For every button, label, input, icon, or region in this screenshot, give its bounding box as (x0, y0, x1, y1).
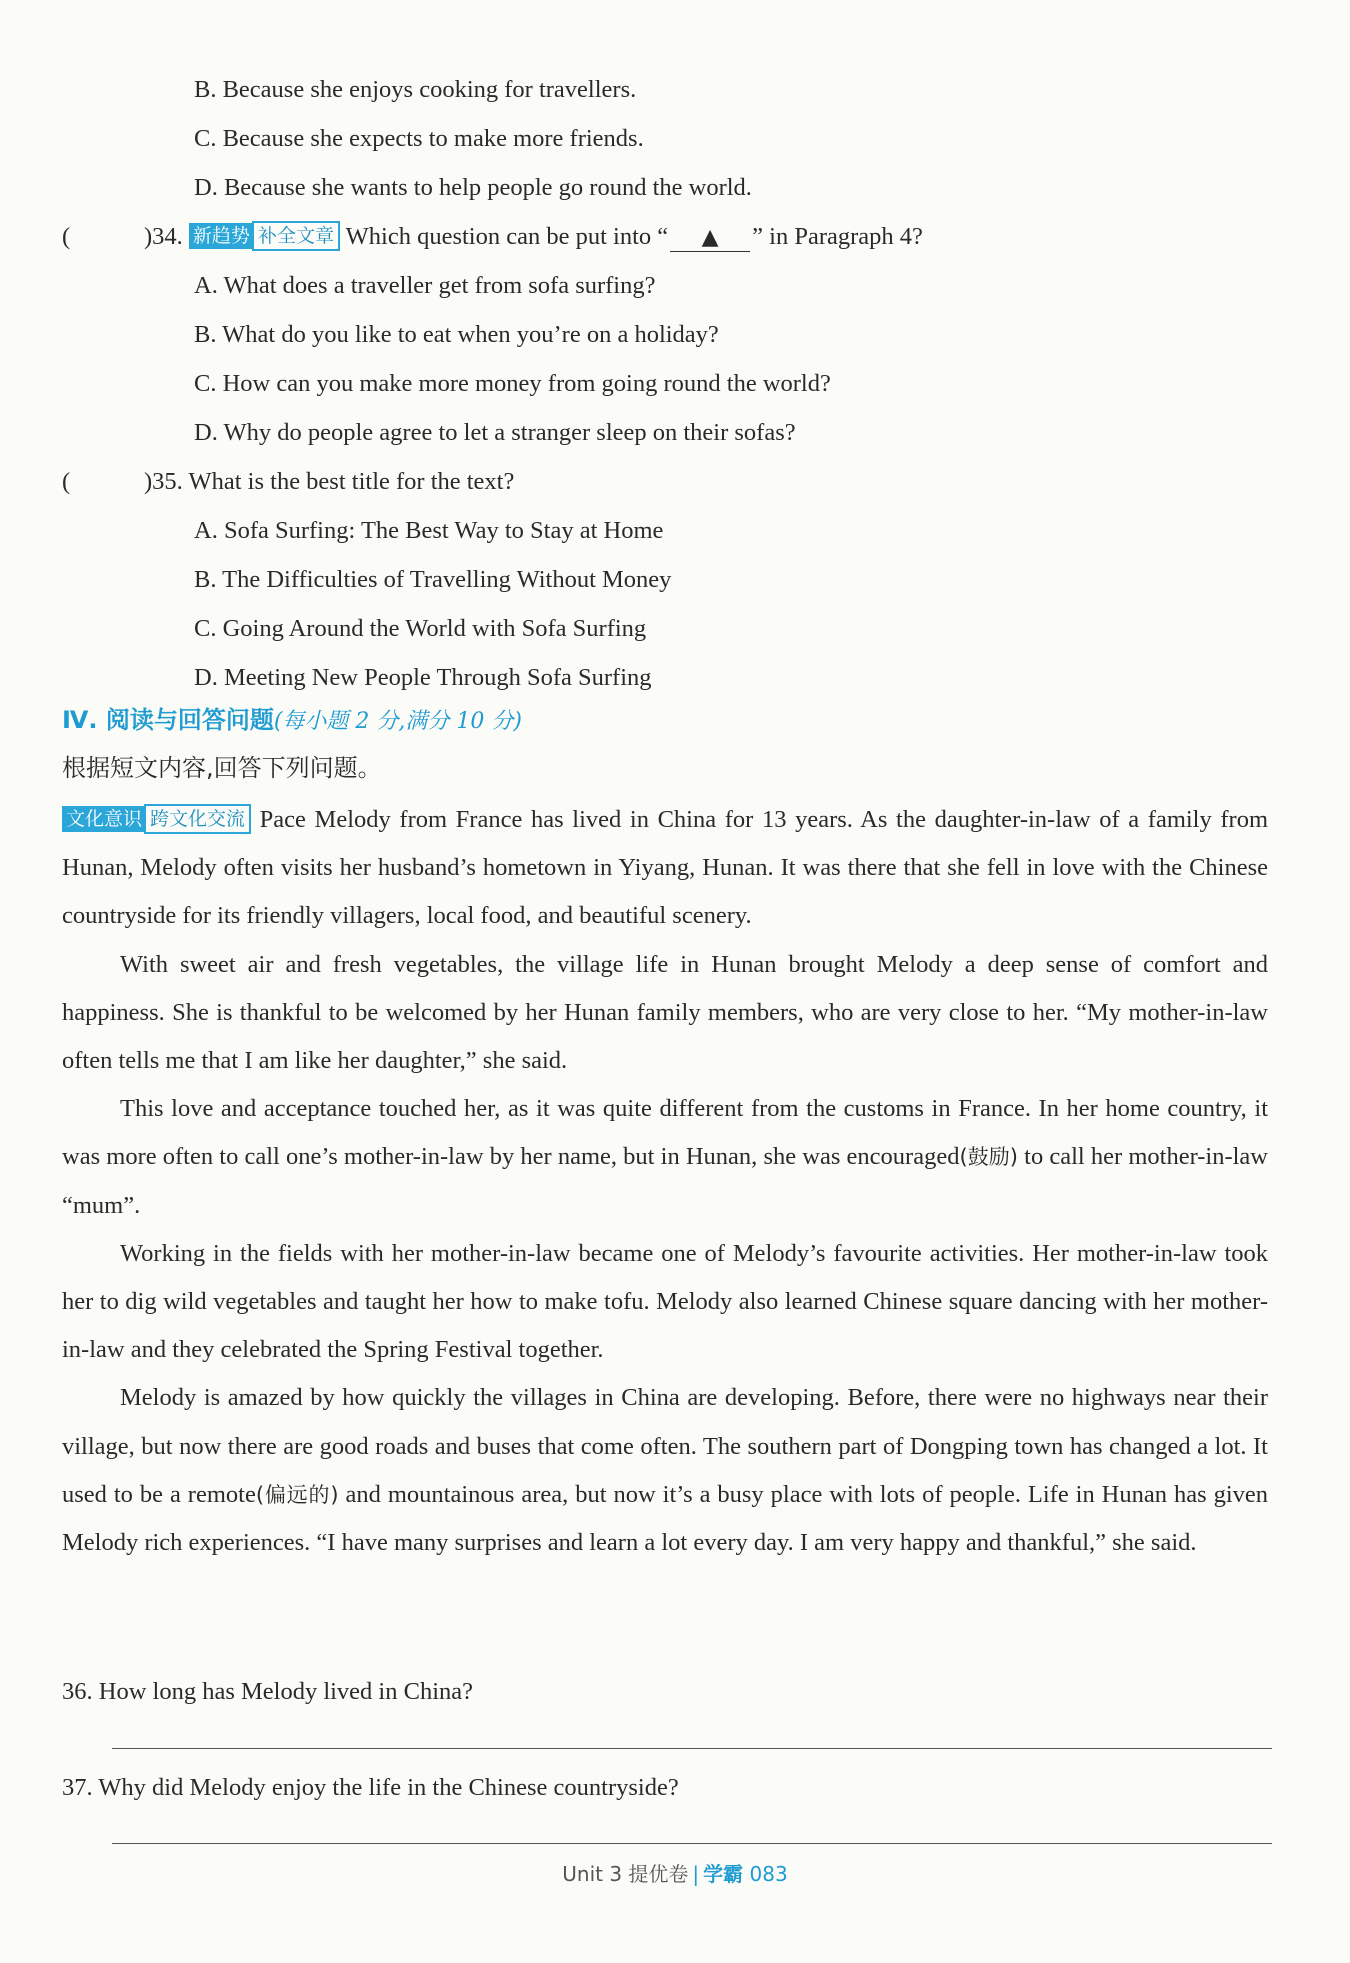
reading-passage (62, 796, 1268, 1567)
footer-brand: 学霸 (703, 1862, 744, 1886)
q34-option-d: D. Why do people agree to let a stranger sleep on their sofas? (194, 419, 796, 446)
page-number: 083 (749, 1862, 788, 1886)
q34-stem (62, 213, 923, 261)
answer-line-37[interactable] (112, 1843, 1272, 1844)
section-score: (每小题 2 分,满分 10 分) (273, 709, 522, 734)
gloss-remote: (偏远的) (255, 1482, 339, 1507)
q33-option-d: D. Because she wants to help people go round the world. (194, 174, 752, 201)
q35-stem-text: What is the best title for the text? (188, 468, 515, 495)
passage-paragraph-5 (62, 1374, 1268, 1567)
tag-culture: 文化意识 (62, 806, 146, 832)
q34-option-a: A. What does a traveller get from sofa surfing? (194, 272, 656, 299)
q33-option-c: C. Because she expects to make more friends. (194, 125, 644, 152)
q35-option-d: D. Meeting New People Through Sofa Surfing (194, 664, 652, 691)
question-37: 37. Why did Melody enjoy the life in the Chinese countryside? (62, 1774, 679, 1801)
paragraph-3-before: This love and acceptance touched her, as it was quite different from the customs in France. In her home country, it was more often to call one’s mother-in-law by her name, but in Hunan, she was encouraged (62, 1095, 1268, 1171)
answer-line-36[interactable] (112, 1748, 1272, 1749)
q34-tag-trend: 新趋势 (189, 223, 254, 249)
q34-option-c: C. How can you make more money from going round the world? (194, 370, 831, 397)
footer-separator: | (692, 1862, 700, 1886)
paragraph-3-after: to call her mother-in-law “mum”. (62, 1143, 1268, 1219)
q34-number: )34. (144, 223, 183, 250)
section-heading (62, 700, 522, 742)
section-instruction: 根据短文内容,回答下列问题。 (62, 754, 382, 782)
q35-option-a: A. Sofa Surfing: The Best Way to Stay at Home (194, 517, 664, 544)
section-title: Ⅳ. 阅读与回答问题 (62, 706, 274, 734)
q35-number: )35. (144, 468, 183, 495)
q34-answer-paren[interactable]: ( (62, 223, 71, 250)
gloss-encouraged: (鼓励) (959, 1145, 1018, 1170)
q35-option-c: C. Going Around the World with Sofa Surfing (194, 615, 647, 642)
passage-paragraph-3 (62, 1085, 1268, 1230)
q34-tag-complete: 补全文章 (252, 221, 340, 251)
paragraph-5-before: Melody is amazed by how quickly the villages in China are developing. Before, there were no highways near their village, but now there are good roads and buses that come often. The southern part of Dongping town has changed a lot. It used to be a remote (62, 1384, 1268, 1508)
passage-paragraph-2: With sweet air and fresh vegetables, the village life in Hunan brought Melody a deep sense of comfort and happiness. She is thankful to be welcomed by her Hunan family members, who are very close to her. “My mother-in-law often tells me that I am like her daughter,” she said. (62, 950, 1268, 1075)
paragraph-5-after: and mountainous area, but now it’s a busy place with lots of people. Life in Hunan has given Melody rich experiences. “I have many surprises and learn a lot every day. I am very happy and thankful,” she said. (62, 1480, 1268, 1557)
q33-option-b: B. Because she enjoys cooking for travellers. (194, 76, 637, 103)
tag-cross-culture: 跨文化交流 (144, 804, 251, 834)
passage-paragraph-4: Working in the fields with her mother-in-law became one of Melody’s favourite activities. Her mother-in-law took her to dig wild vegetables and taught her how to make tofu. Melody also learned Chinese square dancing with her mother-in-law and they celebrated the Spring Festival together. (62, 1239, 1268, 1364)
q35-option-b: B. The Difficulties of Travelling Without Money (194, 566, 672, 593)
q34-option-b: B. What do you like to eat when you’re on a holiday? (194, 321, 719, 348)
question-36: 36. How long has Melody lived in China? (62, 1678, 474, 1705)
q34-stem-after: ” in Paragraph 4? (752, 223, 923, 250)
page-footer (0, 1858, 1350, 1887)
passage-paragraph-1 (62, 796, 1268, 941)
triangle-icon: ▲ (670, 225, 750, 252)
q35-answer-paren[interactable]: ( (62, 468, 71, 495)
paragraph-1-text: Pace Melody from France has lived in China for 13 years. As the daughter-in-law of a family from Hunan, Melody often visits her husband’s hometown in Yiyang, Hunan. It was there that she fell in love with the Chinese countryside for its friendly villagers, local food, and beautiful scenery. (62, 806, 1268, 930)
q34-stem-before: Which question can be put into “ (345, 223, 669, 250)
footer-unit: Unit 3 提优卷 (562, 1862, 689, 1886)
q35-stem (62, 458, 514, 506)
